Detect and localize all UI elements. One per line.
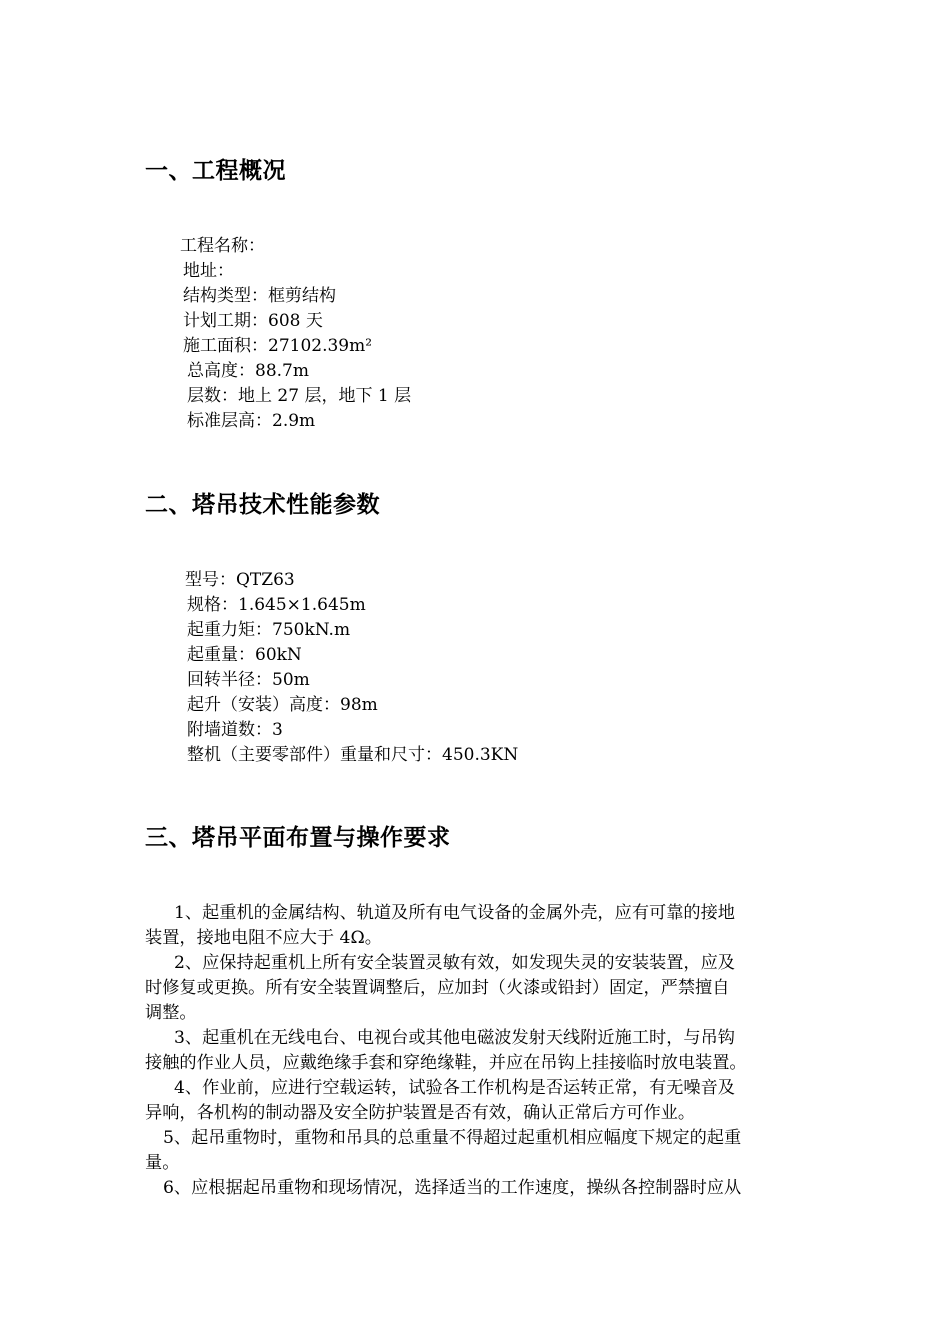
requirement-line: 5、起吊重物时，重物和吊具的总重量不得超过起重机相应幅度下规定的起重 — [163, 1128, 742, 1148]
field-lifting-moment: 起重力矩：750kN.m — [187, 620, 351, 640]
field-model: 型号：QTZ63 — [185, 570, 295, 590]
field-standard-floor-height: 标准层高：2.9m — [187, 411, 316, 431]
field-floors: 层数：地上 27 层，地下 1 层 — [187, 386, 412, 406]
field-structure-type: 结构类型：框剪结构 — [183, 286, 336, 306]
field-address: 地址： — [183, 261, 234, 281]
field-lifting-capacity: 起重量：60kN — [187, 645, 302, 665]
requirement-line: 量。 — [145, 1153, 180, 1173]
requirement-line: 1、起重机的金属结构、轨道及所有电气设备的金属外壳，应有可靠的接地 — [174, 903, 735, 923]
requirement-line: 4、作业前，应进行空载运转，试验各工作机构是否运转正常，有无噪音及 — [174, 1078, 735, 1098]
requirement-line: 异响，各机构的制动器及安全防护装置是否有效，确认正常后方可作业。 — [145, 1103, 696, 1123]
project-overview-fields — [0, 234, 411, 434]
section-heading-crane-specs: 二、塔吊技术性能参数 — [145, 492, 380, 518]
operation-requirements — [145, 901, 810, 1201]
requirement-line: 2、应保持起重机上所有安全装置灵敏有效，如发现失灵的安装装置，应及 — [174, 953, 735, 973]
field-construction-area: 施工面积：27102.39m² — [183, 336, 373, 356]
requirement-line: 调整。 — [145, 1003, 197, 1023]
field-slewing-radius: 回转半径：50m — [187, 670, 310, 690]
section-heading-project-overview: 一、工程概况 — [145, 158, 286, 184]
field-planned-duration: 计划工期：608 天 — [183, 311, 323, 331]
crane-spec-fields — [0, 568, 518, 768]
requirement-line: 6、应根据起吊重物和现场情况，选择适当的工作速度，操纵各控制器时应从 — [163, 1178, 742, 1198]
requirement-line: 接触的作业人员，应戴绝缘手套和穿绝缘鞋，并应在吊钩上挂接临时放电装置。 — [145, 1053, 747, 1073]
field-machine-weight: 整机（主要零部件）重量和尺寸：450.3KN — [187, 745, 519, 765]
field-lifting-height: 起升（安装）高度：98m — [187, 695, 378, 715]
field-total-height: 总高度：88.7m — [187, 361, 309, 381]
requirement-line: 装置，接地电阻不应大于 4Ω。 — [145, 928, 382, 948]
field-wall-ties: 附墙道数：3 — [187, 720, 283, 740]
section-heading-layout-operation: 三、塔吊平面布置与操作要求 — [145, 825, 451, 851]
requirement-line: 3、起重机在无线电台、电视台或其他电磁波发射天线附近施工时，与吊钩 — [174, 1028, 735, 1048]
field-project-name: 工程名称： — [180, 236, 265, 256]
requirement-line: 时修复或更换。所有安全装置调整后，应加封（火漆或铅封）固定，严禁擅自 — [145, 978, 730, 998]
field-dimensions: 规格：1.645×1.645m — [187, 595, 366, 615]
